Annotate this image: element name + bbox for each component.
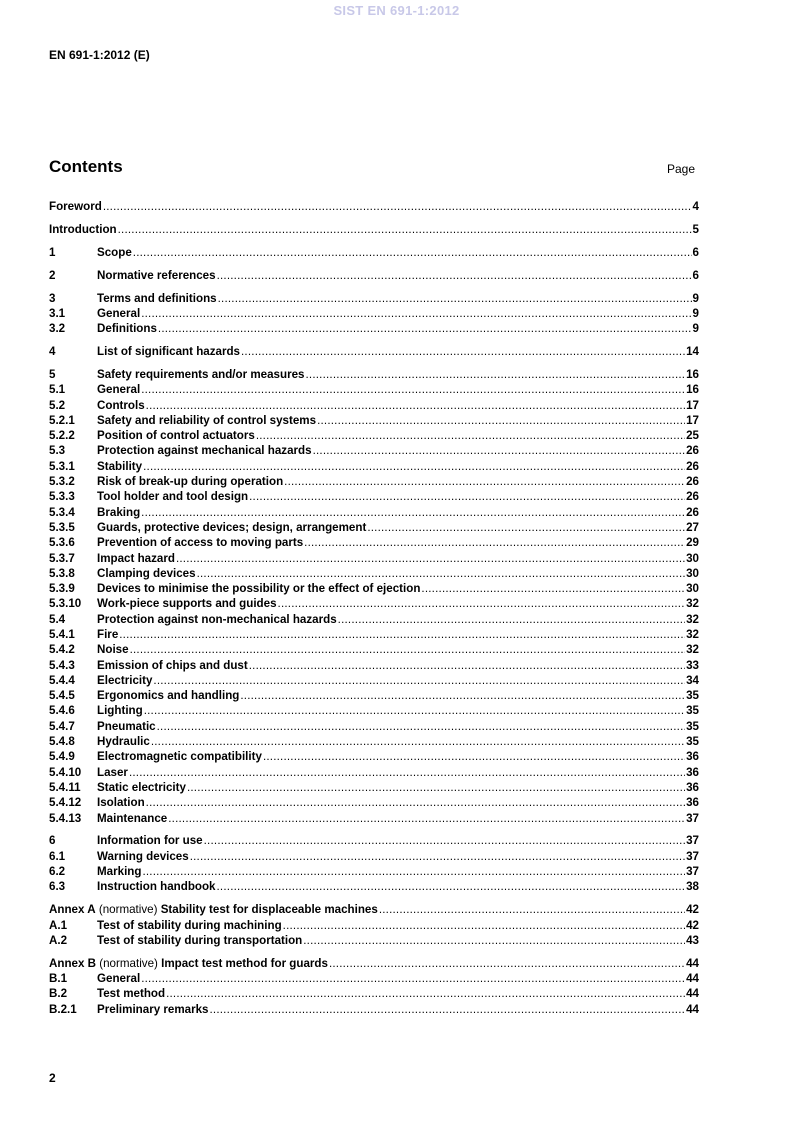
toc-dot-leader <box>168 811 685 826</box>
toc-entry-number: 3.1 <box>49 306 66 320</box>
toc-entry-title: Impact test method for guards <box>161 956 328 970</box>
toc-entry[interactable] <box>49 520 699 535</box>
toc-entry[interactable] <box>49 612 699 627</box>
toc-entry-title: Stability <box>97 459 143 473</box>
toc-entry-title: Prevention of access to moving parts <box>97 536 304 550</box>
toc-entry-page: 5 <box>692 222 699 236</box>
toc-entry-title: Normative references <box>97 268 216 282</box>
toc-entry-page: 35 <box>686 704 699 718</box>
toc-entry-page: 9 <box>692 291 699 305</box>
toc-entry-title: Electromagnetic compatibility <box>97 750 262 764</box>
toc-entry-number: 5.4.5 <box>49 689 75 703</box>
toc-entry-page: 36 <box>686 750 699 764</box>
toc-entry-title: Static electricity <box>97 780 186 794</box>
toc-dot-leader <box>190 849 685 864</box>
toc-entry-title: Instruction handbook <box>97 880 216 894</box>
toc-annex-status: (normative) <box>95 903 161 917</box>
toc-dot-leader <box>118 222 692 237</box>
toc-entry-title: Tool holder and tool design <box>97 490 249 504</box>
toc-entry-title: Lighting <box>97 704 143 718</box>
toc-entry-number: 5.2.2 <box>49 429 75 443</box>
toc-entry[interactable] <box>49 879 699 894</box>
watermark: SIST EN 691-1:2012 <box>333 3 460 18</box>
toc-entry-number: 5.3.3 <box>49 490 75 504</box>
toc-entry-title: Noise <box>97 643 129 657</box>
toc-entry-page: 16 <box>686 383 699 397</box>
toc-entry-number: B.2.1 <box>49 1002 77 1016</box>
toc-entry-page: 42 <box>686 903 699 917</box>
toc-entry[interactable] <box>49 321 699 336</box>
toc-entry[interactable] <box>49 566 699 581</box>
toc-entry-title: General <box>97 383 141 397</box>
toc-entry[interactable] <box>49 642 699 657</box>
toc-entry-number: A.2 <box>49 933 68 947</box>
toc-dot-leader <box>151 734 685 749</box>
toc-entry-title: Test method <box>97 987 166 1001</box>
toc-dot-leader <box>278 596 686 611</box>
toc-entry-page: 32 <box>686 597 699 611</box>
toc-entry-title: Clamping devices <box>97 566 196 580</box>
toc-entry-page: 44 <box>686 956 699 970</box>
toc-entry-page: 33 <box>686 658 699 672</box>
toc-dot-leader <box>338 612 685 627</box>
toc-entry[interactable] <box>49 864 699 879</box>
toc-entry-page: 27 <box>686 520 699 534</box>
toc-dot-leader <box>144 703 685 718</box>
toc-entry-page: 35 <box>686 735 699 749</box>
toc-entry-number: 5.4.11 <box>49 780 81 794</box>
toc-entry-number: 5.2.1 <box>49 413 75 427</box>
toc-entry[interactable] <box>49 245 699 260</box>
toc-entry-title: Ergonomics and handling <box>97 689 240 703</box>
toc-entry-number: 5.4.10 <box>49 765 82 779</box>
toc-entry-number: 1 <box>49 245 56 259</box>
toc-entry-title: Work-piece supports and guides <box>97 597 277 611</box>
toc-entry[interactable] <box>49 535 699 550</box>
toc-entry-number: 5.4.7 <box>49 719 75 733</box>
toc-entry[interactable] <box>49 971 699 986</box>
toc-dot-leader <box>421 581 685 596</box>
toc-entry[interactable] <box>49 1002 699 1017</box>
toc-dot-leader <box>304 535 685 550</box>
toc-entry[interactable] <box>49 703 699 718</box>
toc-entry[interactable] <box>49 489 699 504</box>
toc-entry[interactable] <box>49 474 699 489</box>
toc-entry-number: Introduction <box>49 222 117 236</box>
toc-entry-number: 5.3.6 <box>49 536 75 550</box>
toc-dot-leader <box>379 902 685 917</box>
toc-entry-page: 26 <box>686 475 699 489</box>
toc-entry[interactable] <box>49 658 699 673</box>
toc-dot-leader <box>176 551 685 566</box>
toc-entry-page: 17 <box>686 398 699 412</box>
toc-entry-number: 5.3.5 <box>49 520 75 534</box>
toc-dot-leader <box>204 833 685 848</box>
toc-dot-leader <box>166 986 685 1001</box>
toc-entry-page: 37 <box>686 865 699 879</box>
toc-entry-title: Protection against mechanical hazards <box>97 444 312 458</box>
toc-entry-title: List of significant hazards <box>97 345 241 359</box>
toc-entry-page: 44 <box>686 987 699 1001</box>
toc-entry-title: Test of stability during transportation <box>97 933 303 947</box>
toc-entry-number: A.1 <box>49 918 68 932</box>
toc-entry[interactable] <box>49 428 699 443</box>
toc-entry[interactable] <box>49 596 699 611</box>
toc-entry[interactable] <box>49 627 699 642</box>
toc-dot-leader <box>284 474 685 489</box>
toc-entry-number: 5.3.10 <box>49 597 82 611</box>
toc-entry-number: 6.3 <box>49 880 66 894</box>
toc-entry-page: 17 <box>686 413 699 427</box>
toc-entry-page: 29 <box>686 536 699 550</box>
toc-entry-title: Test of stability during machining <box>97 918 282 932</box>
toc-entry[interactable] <box>49 795 699 810</box>
toc-entry[interactable] <box>49 581 699 596</box>
toc-entry[interactable] <box>49 673 699 688</box>
toc-entry-title: Scope <box>97 245 132 259</box>
toc-dot-leader <box>141 505 685 520</box>
toc-entry-number: 5.1 <box>49 383 66 397</box>
toc-dot-leader <box>197 566 686 581</box>
toc-entry-title: Preliminary remarks <box>97 1002 209 1016</box>
toc-entry-page: 44 <box>686 1002 699 1016</box>
toc-entry-page: 26 <box>686 459 699 473</box>
toc-entry-page: 42 <box>686 918 699 932</box>
toc-entry[interactable] <box>49 413 699 428</box>
toc-entry-number: 6.1 <box>49 849 66 863</box>
toc-dot-leader <box>153 673 685 688</box>
toc-entry-page: 32 <box>686 643 699 657</box>
toc-entry-title: Hydraulic <box>97 735 150 749</box>
toc-dot-leader <box>133 245 692 260</box>
toc-entry-number: 5.4.6 <box>49 704 75 718</box>
toc-dot-leader <box>256 428 685 443</box>
toc-entry[interactable] <box>49 551 699 566</box>
toc-dot-leader <box>249 658 685 673</box>
toc-entry-page: 25 <box>686 429 699 443</box>
toc-entry-page: 35 <box>686 689 699 703</box>
toc-entry-page: 35 <box>686 719 699 733</box>
toc-entry-title: Fire <box>97 627 119 641</box>
toc-entry-number: 4 <box>49 345 56 359</box>
toc-dot-leader <box>329 956 685 971</box>
toc-entry[interactable] <box>49 306 699 321</box>
toc-entry-number: 5.3.9 <box>49 582 75 596</box>
toc-dot-leader <box>305 367 685 382</box>
toc-dot-leader <box>146 398 685 413</box>
toc-entry-page: 26 <box>686 444 699 458</box>
toc-entry-page: 9 <box>692 306 699 320</box>
toc-dot-leader <box>210 1002 686 1017</box>
toc-entry[interactable] <box>49 956 699 971</box>
toc-entry-title: Pneumatic <box>97 719 156 733</box>
toc-entry-page: 26 <box>686 505 699 519</box>
toc-entry-number: 5.4.2 <box>49 643 75 657</box>
toc-entry-page: 30 <box>686 566 699 580</box>
toc-entry-number: 5.4.9 <box>49 750 75 764</box>
toc-dot-leader <box>143 459 685 474</box>
toc-entry-title: Definitions <box>97 322 157 336</box>
toc-entry-title: Isolation <box>97 796 145 810</box>
toc-entry[interactable] <box>49 719 699 734</box>
toc-entry-page: 6 <box>692 245 699 259</box>
toc-entry[interactable] <box>49 291 699 306</box>
toc-dot-leader <box>283 918 685 933</box>
toc-entry-page: 9 <box>692 322 699 336</box>
toc-dot-leader <box>157 719 685 734</box>
toc-entry-page: 44 <box>686 972 699 985</box>
toc-entry-number: 5.4.3 <box>49 658 75 672</box>
toc-entry-number: 5.4 <box>49 612 66 626</box>
toc-entry-number: B.1 <box>49 972 68 985</box>
toc-entry-number: 3 <box>49 291 56 305</box>
toc-dot-leader <box>217 879 686 894</box>
toc-dot-leader <box>142 864 685 879</box>
toc-entry-page: 32 <box>686 627 699 641</box>
toc-entry-title: Laser <box>97 765 128 779</box>
toc-entry[interactable] <box>49 833 699 848</box>
toc-dot-leader <box>303 933 685 948</box>
toc-entry-title: Stability test for displaceable machines <box>160 903 378 917</box>
toc-entry-number: 3.2 <box>49 322 66 336</box>
toc-entry[interactable] <box>49 382 699 397</box>
toc-entry-number: 5.4.1 <box>49 627 75 641</box>
toc-entry[interactable] <box>49 765 699 780</box>
toc-entry-title: Maintenance <box>97 811 168 825</box>
page-column-label: Page <box>667 162 696 176</box>
toc-entry-number: 5.4.13 <box>49 811 82 825</box>
toc-entry-title: Impact hazard <box>97 551 175 565</box>
toc-entry[interactable] <box>49 443 699 458</box>
toc-entry-page: 36 <box>686 780 699 794</box>
toc-entry-number: 5.4.12 <box>49 796 82 810</box>
toc-dot-leader <box>158 321 692 336</box>
toc-entry[interactable] <box>49 933 699 948</box>
toc-entry-number: Annex B <box>49 956 97 970</box>
toc-entry-page: 26 <box>686 490 699 504</box>
toc-entry[interactable] <box>49 734 699 749</box>
toc-entry-number: 5.3 <box>49 444 66 458</box>
toc-entry[interactable] <box>49 749 699 764</box>
toc-entry-number: 6.2 <box>49 865 66 879</box>
toc-entry-title: Braking <box>97 505 141 519</box>
toc-entry[interactable] <box>49 780 699 795</box>
toc-entry-number: 5.3.4 <box>49 505 75 519</box>
toc-dot-leader <box>249 489 685 504</box>
toc-entry[interactable] <box>49 811 699 826</box>
toc-entry-number: 5.2 <box>49 398 66 412</box>
toc-entry-number: 5.4.8 <box>49 735 75 749</box>
toc-entry-title: Safety and reliability of control systems <box>97 413 317 427</box>
toc-entry-page: 32 <box>686 612 699 626</box>
toc-dot-leader <box>141 306 691 321</box>
document-id: EN 691-1:2012 (E) <box>49 48 150 62</box>
toc-entry-title: General <box>97 306 141 320</box>
toc-entry-title: Position of control actuators <box>97 429 255 443</box>
table-of-contents <box>49 199 699 1017</box>
toc-entry-number: 5.4.4 <box>49 673 75 687</box>
toc-entry-number: Annex A <box>49 903 96 917</box>
toc-entry-number: 2 <box>49 268 56 282</box>
toc-dot-leader <box>130 642 686 657</box>
toc-entry-title: Guards, protective devices; design, arrangement <box>97 520 367 534</box>
toc-entry-page: 37 <box>686 849 699 863</box>
toc-entry-page: 38 <box>686 880 699 894</box>
toc-entry[interactable] <box>49 849 699 864</box>
toc-dot-leader <box>129 765 685 780</box>
toc-entry[interactable] <box>49 918 699 933</box>
toc-entry[interactable] <box>49 459 699 474</box>
toc-entry-page: 6 <box>692 268 699 282</box>
toc-dot-leader <box>367 520 685 535</box>
toc-entry-page: 37 <box>686 811 699 825</box>
toc-entry-number: 5.3.7 <box>49 551 75 565</box>
toc-dot-leader <box>218 291 692 306</box>
toc-entry-number: 5.3.8 <box>49 566 75 580</box>
toc-entry-title: Devices to minimise the possibility or the effect of ejection <box>97 582 421 596</box>
toc-entry[interactable] <box>49 367 699 382</box>
toc-entry-title: Warning devices <box>97 849 189 863</box>
toc-entry-page: 16 <box>686 367 699 381</box>
toc-entry-title: Electricity <box>97 673 153 687</box>
toc-entry-page: 30 <box>686 582 699 596</box>
toc-entry[interactable] <box>49 688 699 703</box>
toc-dot-leader <box>317 413 685 428</box>
toc-entry[interactable] <box>49 902 699 917</box>
toc-entry-page: 37 <box>686 834 699 848</box>
toc-entry-number: 5.3.1 <box>49 459 75 473</box>
toc-dot-leader <box>187 780 685 795</box>
toc-entry-title: Protection against non-mechanical hazards <box>97 612 337 626</box>
toc-entry[interactable] <box>49 268 699 283</box>
toc-entry-number: B.2 <box>49 987 68 1001</box>
toc-dot-leader <box>240 688 685 703</box>
toc-entry[interactable] <box>49 398 699 413</box>
contents-heading: Contents <box>49 157 123 176</box>
toc-entry[interactable] <box>49 986 699 1001</box>
toc-entry-number: Foreword <box>49 200 102 213</box>
toc-entry-title: Information for use <box>97 834 203 848</box>
toc-annex-heading <box>49 902 378 917</box>
toc-entry-page: 30 <box>686 551 699 565</box>
toc-entry-number: 6 <box>49 834 56 848</box>
toc-entry-page: 4 <box>692 200 699 213</box>
toc-entry[interactable] <box>49 344 699 359</box>
toc-dot-leader <box>241 344 685 359</box>
toc-dot-leader <box>263 749 685 764</box>
toc-entry-page: 34 <box>686 673 699 687</box>
toc-entry-title: Controls <box>97 398 145 412</box>
toc-entry[interactable] <box>49 199 699 214</box>
toc-entry-page: 43 <box>686 933 699 947</box>
toc-dot-leader <box>217 268 692 283</box>
page-number: 2 <box>49 1071 56 1085</box>
toc-dot-leader <box>141 971 685 986</box>
toc-annex-heading <box>49 956 328 971</box>
toc-entry-page: 14 <box>686 345 699 359</box>
toc-entry-title: Terms and definitions <box>97 291 217 305</box>
toc-dot-leader <box>146 795 685 810</box>
toc-entry-page: 36 <box>686 796 699 810</box>
toc-entry-title: Risk of break-up during operation <box>97 475 284 489</box>
toc-dot-leader <box>119 627 685 642</box>
toc-entry[interactable] <box>49 505 699 520</box>
toc-dot-leader <box>141 382 685 397</box>
toc-entry[interactable] <box>49 222 699 237</box>
toc-entry-number: 5 <box>49 367 56 381</box>
toc-entry-number: 5.3.2 <box>49 475 75 489</box>
toc-annex-status: (normative) <box>96 956 162 970</box>
toc-entry-page: 36 <box>686 765 699 779</box>
toc-entry-title: Marking <box>97 865 142 879</box>
toc-entry-title: Emission of chips and dust <box>97 658 248 672</box>
toc-dot-leader <box>103 199 692 214</box>
toc-entry-title: General <box>97 972 141 985</box>
toc-entry-title: Safety requirements and/or measures <box>97 367 305 381</box>
toc-dot-leader <box>313 443 686 458</box>
